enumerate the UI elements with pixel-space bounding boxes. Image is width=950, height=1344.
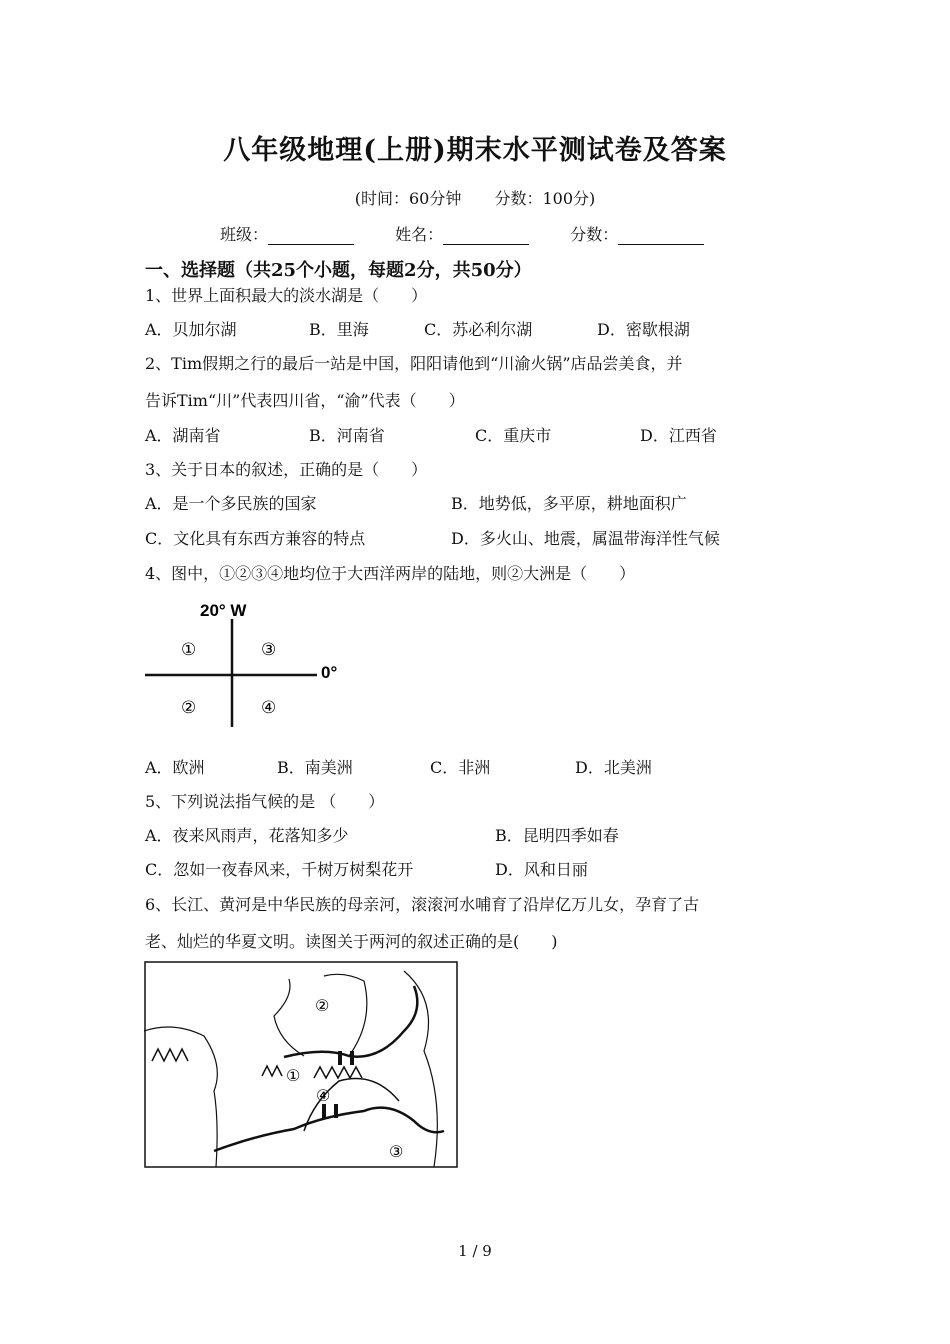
quadrant-3-label: ③ xyxy=(261,640,277,660)
q2-option-d: D．江西省 xyxy=(640,426,717,445)
q4-option-b: B．南美洲 xyxy=(277,758,353,777)
question-5-stem: 5、下列说法指气候的是 （ ） xyxy=(145,792,385,811)
quadrant-2-label: ② xyxy=(181,698,197,718)
dam-mark-3 xyxy=(322,1104,326,1118)
class-label: 班级： xyxy=(220,225,269,244)
score-field xyxy=(570,222,704,245)
section-heading: 一、选择题（共25个小题，每题2分，共50分） xyxy=(145,260,532,281)
question-2-stem-line2: 告诉Tim“川”代表四川省，“渝”代表（ ） xyxy=(145,391,465,410)
map-marker-3: ③ xyxy=(389,1142,404,1161)
class-field xyxy=(220,222,354,245)
map-frame xyxy=(145,962,457,1167)
question-3-stem: 3、关于日本的叙述，正确的是（ ） xyxy=(145,460,428,479)
q2-option-a: A．湖南省 xyxy=(145,426,221,445)
figure-rivers-map xyxy=(144,961,458,1168)
q4-option-a: A．欧洲 xyxy=(145,758,205,777)
score-label: 分数： xyxy=(570,225,619,244)
dam-mark-4 xyxy=(334,1104,338,1118)
latitude-label: 0° xyxy=(321,663,338,682)
longitude-label: 20° W xyxy=(200,601,247,620)
question-2-stem-line1: 2、Tim假期之行的最后一站是中国，阳阳请他到“川渝火锅”店品尝美食，并 xyxy=(145,354,683,373)
name-field xyxy=(395,222,529,245)
name-blank[interactable] xyxy=(443,226,529,245)
name-label: 姓名： xyxy=(395,225,444,244)
q1-option-b: B．里海 xyxy=(309,320,369,339)
q3-option-c: C．文化具有东西方兼容的特点 xyxy=(145,529,366,548)
dam-mark-2 xyxy=(350,1051,354,1065)
question-6-stem-line1: 6、长江、黄河是中华民族的母亲河，滚滚河水哺育了沿岸亿万儿女，孕育了古 xyxy=(145,895,700,914)
dam-mark-1 xyxy=(338,1051,342,1065)
q3-option-d: D．多火山、地震，属温带海洋性气候 xyxy=(451,529,720,548)
student-info xyxy=(220,222,740,245)
exam-score: 分数：100分) xyxy=(494,189,596,208)
exam-time: (时间：60分钟 xyxy=(354,189,462,208)
page-title: 八年级地理(上册)期末水平测试卷及答案 xyxy=(223,135,727,166)
quadrant-4-label: ④ xyxy=(261,698,277,718)
q5-option-c: C．忽如一夜春风来，千树万树梨花开 xyxy=(145,860,414,879)
q5-option-d: D．风和日丽 xyxy=(495,860,588,879)
question-6-stem-line2: 老、灿烂的华夏文明。读图关于两河的叙述正确的是( ) xyxy=(145,932,558,951)
q5-option-a: A．夜来风雨声，花落知多少 xyxy=(145,826,349,845)
q1-option-c: C．苏必利尔湖 xyxy=(424,320,533,339)
map-marker-1: ① xyxy=(286,1066,301,1085)
q4-option-c: C．非洲 xyxy=(430,758,491,777)
q2-option-b: B．河南省 xyxy=(309,426,385,445)
q3-option-a: A．是一个多民族的国家 xyxy=(145,494,317,513)
q1-option-d: D．密歇根湖 xyxy=(597,320,690,339)
question-1-stem: 1、世界上面积最大的淡水湖是（ ） xyxy=(145,286,428,305)
class-blank[interactable] xyxy=(268,226,354,245)
q2-option-c: C．重庆市 xyxy=(475,426,552,445)
exam-meta xyxy=(0,186,950,209)
q3-option-b: B．地势低，多平原，耕地面积广 xyxy=(451,494,687,513)
question-4-stem: 4、图中，①②③④地均位于大西洋两岸的陆地，则②大洲是（ ） xyxy=(145,564,636,583)
q1-option-a: A．贝加尔湖 xyxy=(145,320,237,339)
page-number: 1 / 9 xyxy=(458,1242,492,1260)
score-blank[interactable] xyxy=(618,226,704,245)
q4-option-d: D．北美洲 xyxy=(575,758,652,777)
q5-option-b: B．昆明四季如春 xyxy=(495,826,619,845)
quadrant-1-label: ① xyxy=(181,640,197,660)
map-marker-4: ④ xyxy=(316,1086,331,1105)
figure-quadrant-map xyxy=(145,597,360,729)
map-marker-2: ② xyxy=(315,996,330,1015)
